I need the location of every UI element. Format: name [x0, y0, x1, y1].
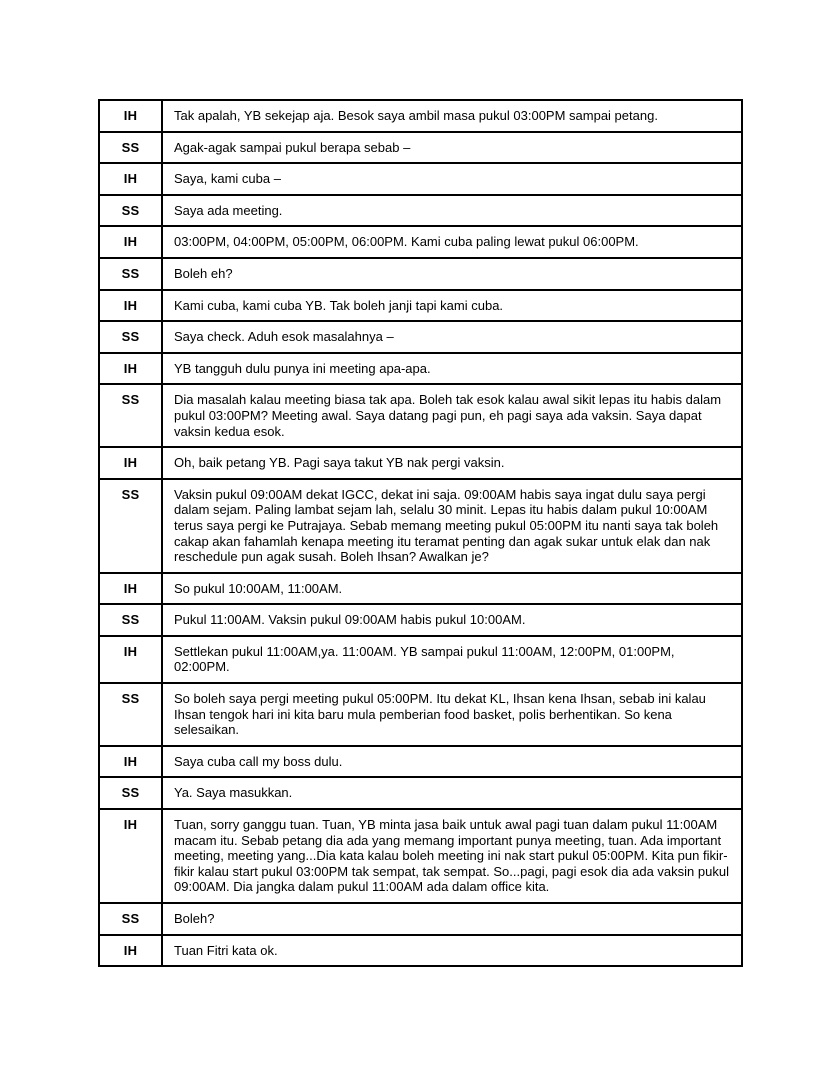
table-row	[99, 290, 742, 322]
dialogue-cell: Tuan Fitri kata ok.	[162, 935, 742, 967]
table-row	[99, 636, 742, 683]
speaker-cell: SS	[99, 479, 162, 573]
table-row	[99, 683, 742, 746]
dialogue-cell: YB tangguh dulu punya ini meeting apa-apa.	[162, 353, 742, 385]
dialogue-cell: 03:00PM, 04:00PM, 05:00PM, 06:00PM. Kami cuba paling lewat pukul 06:00PM.	[162, 226, 742, 258]
table-row	[99, 573, 742, 605]
dialogue-cell: Tuan, sorry ganggu tuan. Tuan, YB minta jasa baik untuk awal pagi tuan dalam pukul 11:00AM macam itu. Sebab petang dia ada yang memang important punya meeting, tuan. Ada important meeting, meeting yang...Dia kata kalau boleh meeting ini nak start pukul 05:00PM. Kita pun fikir-fikir kalau start pukul 03:00PM tak sempat, tak sempat. So...pagi, pagi esok dia ada vaksin pukul 09:00AM. Dia jangka dalam pukul 11:00AM ada dalam office kita.	[162, 809, 742, 903]
transcript-table	[98, 99, 743, 967]
table-row	[99, 903, 742, 935]
speaker-cell: IH	[99, 100, 162, 132]
dialogue-cell: So pukul 10:00AM, 11:00AM.	[162, 573, 742, 605]
speaker-cell: IH	[99, 935, 162, 967]
speaker-cell: IH	[99, 226, 162, 258]
speaker-cell: IH	[99, 353, 162, 385]
table-row	[99, 353, 742, 385]
speaker-cell: SS	[99, 903, 162, 935]
dialogue-cell: Boleh eh?	[162, 258, 742, 290]
table-row	[99, 384, 742, 447]
speaker-cell: SS	[99, 777, 162, 809]
speaker-cell: IH	[99, 746, 162, 778]
dialogue-cell: Agak-agak sampai pukul berapa sebab –	[162, 132, 742, 164]
table-row	[99, 746, 742, 778]
table-row	[99, 163, 742, 195]
dialogue-cell: Boleh?	[162, 903, 742, 935]
dialogue-cell: Oh, baik petang YB. Pagi saya takut YB nak pergi vaksin.	[162, 447, 742, 479]
dialogue-cell: Saya ada meeting.	[162, 195, 742, 227]
speaker-cell: SS	[99, 321, 162, 353]
table-row	[99, 195, 742, 227]
speaker-cell: SS	[99, 384, 162, 447]
table-row	[99, 321, 742, 353]
speaker-cell: SS	[99, 683, 162, 746]
dialogue-cell: Tak apalah, YB sekejap aja. Besok saya ambil masa pukul 03:00PM sampai petang.	[162, 100, 742, 132]
dialogue-cell: Saya cuba call my boss dulu.	[162, 746, 742, 778]
table-row	[99, 258, 742, 290]
table-row	[99, 226, 742, 258]
speaker-cell: IH	[99, 163, 162, 195]
speaker-cell: IH	[99, 636, 162, 683]
speaker-cell: SS	[99, 132, 162, 164]
dialogue-cell: Settlekan pukul 11:00AM,ya. 11:00AM. YB sampai pukul 11:00AM, 12:00PM, 01:00PM, 02:00PM.	[162, 636, 742, 683]
dialogue-cell: Dia masalah kalau meeting biasa tak apa. Boleh tak esok kalau awal sikit lepas itu habis dalam pukul 03:00PM? Meeting awal. Saya datang pagi pun, eh pagi saya ada vaksin. Saya dapat vaksin kedua esok.	[162, 384, 742, 447]
table-row	[99, 935, 742, 967]
dialogue-cell: Saya, kami cuba –	[162, 163, 742, 195]
dialogue-cell: So boleh saya pergi meeting pukul 05:00PM. Itu dekat KL, Ihsan kena Ihsan, sebab ini kalau Ihsan tengok hari ini kita baru mula pemberian food basket, polis berhentikan. So kena selesaikan.	[162, 683, 742, 746]
table-row	[99, 132, 742, 164]
speaker-cell: IH	[99, 290, 162, 322]
table-row	[99, 479, 742, 573]
dialogue-cell: Saya check. Aduh esok masalahnya –	[162, 321, 742, 353]
table-row	[99, 809, 742, 903]
dialogue-cell: Ya. Saya masukkan.	[162, 777, 742, 809]
table-row	[99, 777, 742, 809]
speaker-cell: IH	[99, 809, 162, 903]
speaker-cell: SS	[99, 195, 162, 227]
table-row	[99, 447, 742, 479]
speaker-cell: IH	[99, 573, 162, 605]
table-row	[99, 100, 742, 132]
speaker-cell: SS	[99, 258, 162, 290]
speaker-cell: SS	[99, 604, 162, 636]
speaker-cell: IH	[99, 447, 162, 479]
table-row	[99, 604, 742, 636]
dialogue-cell: Pukul 11:00AM. Vaksin pukul 09:00AM habis pukul 10:00AM.	[162, 604, 742, 636]
dialogue-cell: Vaksin pukul 09:00AM dekat IGCC, dekat ini saja. 09:00AM habis saya ingat dulu saya pergi dalam sejam. Paling lambat sejam lah, selalu 30 minit. Lepas itu habis dalam pukul 10:00AM terus saya pergi ke Putrajaya. Sebab memang meeting pukul 05:00PM itu nanti saya tak boleh cakap akan fahamlah kenapa meeting itu teramat penting dan agak sukar untuk elak dan nak reschedule pun agak susah. Boleh Ihsan? Awalkan je?	[162, 479, 742, 573]
dialogue-cell: Kami cuba, kami cuba YB. Tak boleh janji tapi kami cuba.	[162, 290, 742, 322]
